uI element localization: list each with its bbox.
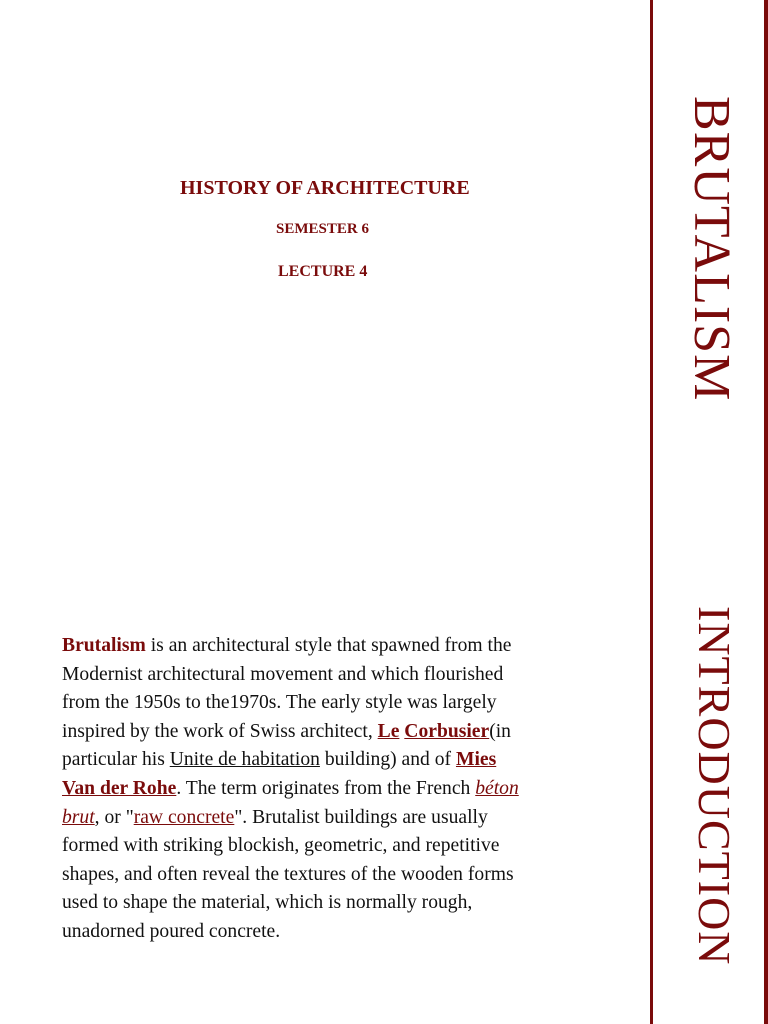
paragraph-line: used to shape the material, which is normally rough, (62, 892, 473, 914)
text-run: particular his (62, 749, 170, 771)
link-brut[interactable]: brut (62, 806, 95, 828)
intro-paragraph (62, 632, 637, 947)
paragraph-line: from the 1950s to the1970s. The early style was largely (62, 692, 497, 714)
term-brutalism: Brutalism (62, 635, 146, 656)
paragraph-line: unadorned poured concrete. (62, 920, 281, 942)
link-raw-concrete[interactable]: raw concrete (133, 806, 235, 828)
text-run: (in (489, 720, 511, 742)
paragraph-line (62, 746, 637, 775)
paragraph-line: Modernist architectural movement and which flourished (62, 663, 504, 685)
semester-heading: SEMESTER 6 (276, 221, 369, 237)
paragraph-line (62, 775, 637, 804)
text-run: inspired by the work of Swiss architect, (62, 720, 378, 742)
course-heading: HISTORY OF ARCHITECTURE (180, 177, 470, 199)
side-title-introduction: INTRODUCTION (689, 606, 740, 966)
link-beton[interactable]: béton (475, 777, 519, 799)
link-mies[interactable]: Mies (455, 749, 497, 771)
link-corbusier[interactable]: Corbusier (404, 720, 490, 742)
link-unite-de-habitation[interactable]: Unite de habitation (169, 749, 320, 771)
right-edge-line (764, 0, 768, 1024)
link-le[interactable]: Le (377, 720, 400, 742)
paragraph-line (62, 718, 637, 747)
paragraph-line (62, 632, 637, 661)
text-run: is an architectural style that spawned from the (145, 635, 512, 656)
vertical-divider-line (650, 0, 653, 1024)
paragraph-line: formed with striking blockish, geometric, and repetitive (62, 835, 500, 857)
paragraph-line: shapes, and often reveal the textures of the wooden forms (62, 863, 514, 885)
side-title-brutalism: BRUTALISM (683, 96, 740, 402)
paragraph-line (62, 804, 637, 833)
link-van-der-rohe[interactable]: Van der Rohe (62, 777, 177, 799)
text-run: building) and of (319, 749, 456, 771)
text-run: , or " (94, 806, 134, 828)
text-run: ". Brutalist buildings are usually (234, 806, 488, 828)
lecture-heading: LECTURE 4 (278, 263, 368, 280)
text-run: . The term originates from the French (176, 777, 476, 799)
